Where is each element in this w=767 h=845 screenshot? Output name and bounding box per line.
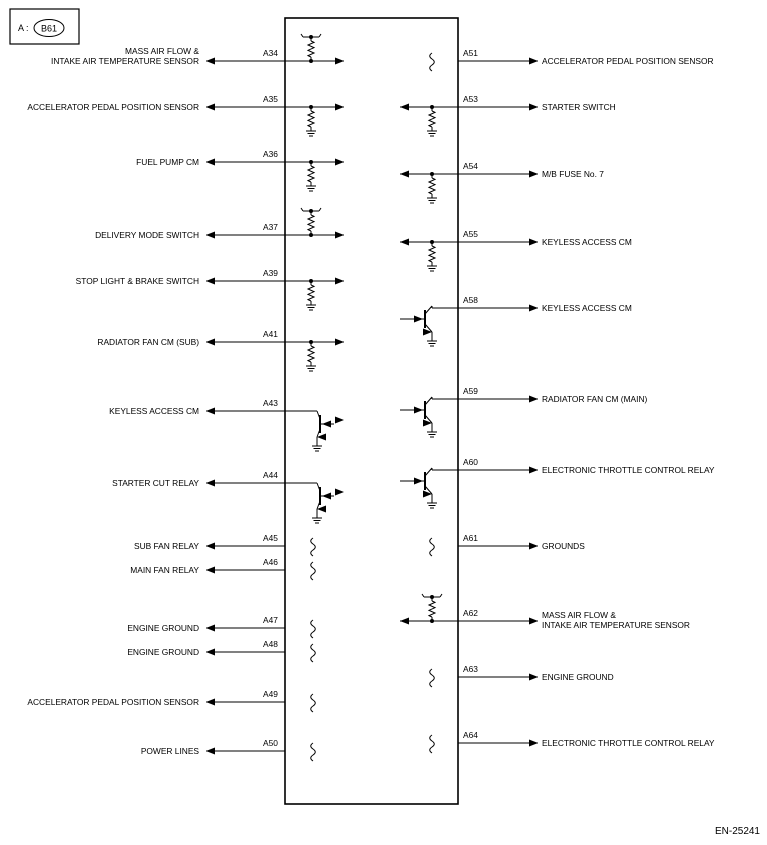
pin-a44-left <box>112 470 344 523</box>
arrow-out <box>529 543 538 550</box>
pin-number: A47 <box>263 615 278 625</box>
break-mark <box>311 743 316 761</box>
transistor-collector <box>425 306 432 314</box>
pin-number: A62 <box>463 608 478 618</box>
break-mark <box>311 562 316 580</box>
right-pins <box>400 48 715 753</box>
base-arrow <box>414 407 423 414</box>
pin-label: ELECTRONIC THROTTLE CONTROL RELAY <box>542 465 715 475</box>
pin-a53-right <box>400 94 616 136</box>
break-mark <box>430 669 435 687</box>
pin-a39-left <box>76 268 344 310</box>
pin-number: A44 <box>263 470 278 480</box>
arrow-out <box>206 159 215 166</box>
arrow-out <box>206 408 215 415</box>
arrow-out <box>206 232 215 239</box>
pin-label: STOP LIGHT & BRAKE SWITCH <box>75 276 199 286</box>
base-arrow <box>414 316 423 323</box>
transistor-collector <box>425 468 432 476</box>
pin-number: A51 <box>463 48 478 58</box>
break-mark <box>311 538 316 556</box>
pin-a60-right <box>400 457 715 508</box>
resistor-symbol <box>429 246 435 262</box>
pin-label: GROUNDS <box>542 541 585 551</box>
pin-label: INTAKE AIR TEMPERATURE SENSOR <box>542 620 690 630</box>
pin-label: KEYLESS ACCESS CM <box>109 406 199 416</box>
pin-label: ENGINE GROUND <box>542 672 614 682</box>
break-mark <box>311 620 316 638</box>
junction-dot <box>309 35 313 39</box>
base-arrow <box>414 478 423 485</box>
pin-a37-left <box>95 208 344 240</box>
emitter-arrow <box>423 420 432 427</box>
pin-label: KEYLESS ACCESS CM <box>542 237 632 247</box>
pin-label: ACCELERATOR PEDAL POSITION SENSOR <box>27 697 199 707</box>
pin-a58-right <box>400 295 632 346</box>
pin-label: ELECTRONIC THROTTLE CONTROL RELAY <box>542 738 715 748</box>
arrow-out <box>206 480 215 487</box>
break-mark <box>311 694 316 712</box>
pin-a61-right <box>430 533 585 556</box>
junction-dot <box>309 209 313 213</box>
arrow-out <box>206 649 215 656</box>
arrow-out <box>206 339 215 346</box>
arrow-in <box>400 239 409 246</box>
pin-a62-right <box>400 594 690 630</box>
emitter-arrow <box>423 491 432 498</box>
pin-number: A50 <box>263 738 278 748</box>
pin-label: MASS AIR FLOW & <box>542 610 616 620</box>
arrow-out <box>529 239 538 246</box>
pin-number: A53 <box>463 94 478 104</box>
left-pins <box>27 34 344 761</box>
arrow-out <box>529 618 538 625</box>
arrow-in <box>335 159 344 166</box>
arrow-out <box>206 104 215 111</box>
pin-number: A43 <box>263 398 278 408</box>
pin-number: A35 <box>263 94 278 104</box>
pin-number: A34 <box>263 48 278 58</box>
pin-number: A49 <box>263 689 278 699</box>
pin-number: A48 <box>263 639 278 649</box>
arrow-out <box>206 625 215 632</box>
pin-label: M/B FUSE No. 7 <box>542 169 604 179</box>
pin-label: ACCELERATOR PEDAL POSITION SENSOR <box>542 56 714 66</box>
resistor-symbol <box>429 178 435 194</box>
resistor-symbol <box>308 285 314 301</box>
footer-code: EN-25241 <box>714 826 760 837</box>
pin-label: RADIATOR FAN CM (SUB) <box>97 337 199 347</box>
pin-a55-right <box>400 229 632 271</box>
pin-a34-left <box>51 34 344 66</box>
arrow-in <box>335 58 344 65</box>
resistor-symbol <box>308 215 314 231</box>
resistor-symbol <box>429 111 435 127</box>
pin-a45-left <box>134 533 315 556</box>
pin-label: ACCELERATOR PEDAL POSITION SENSOR <box>27 102 199 112</box>
base-input <box>335 489 344 496</box>
pin-a36-left <box>136 149 344 191</box>
pin-label: INTAKE AIR TEMPERATURE SENSOR <box>51 56 199 66</box>
arrow-out <box>529 171 538 178</box>
pin-label: POWER LINES <box>140 746 199 756</box>
resistor-symbol <box>429 601 435 617</box>
pin-a41-left <box>97 329 344 371</box>
pin-a48-left <box>127 639 315 662</box>
arrow-out <box>529 740 538 747</box>
arrow-out <box>529 674 538 681</box>
arrow-in <box>400 618 409 625</box>
pin-number: A54 <box>463 161 478 171</box>
pin-label: KEYLESS ACCESS CM <box>542 303 632 313</box>
pin-number: A59 <box>463 386 478 396</box>
pin-a49-left <box>27 689 315 712</box>
break-mark <box>311 644 316 662</box>
pin-label: STARTER SWITCH <box>542 102 616 112</box>
arrow-out <box>529 305 538 312</box>
pin-a54-right <box>400 161 604 203</box>
pin-a64-right <box>430 730 715 753</box>
frame-layer <box>10 9 760 837</box>
pin-a35-left <box>27 94 344 136</box>
pin-number: A64 <box>463 730 478 740</box>
arrow-out <box>206 567 215 574</box>
arrow-in <box>335 278 344 285</box>
connector-code: B61 <box>40 23 58 34</box>
pin-number: A61 <box>463 533 478 543</box>
arrow-out <box>529 104 538 111</box>
pin-label: FUEL PUMP CM <box>136 157 199 167</box>
arrow-out <box>529 58 538 65</box>
break-mark <box>430 538 435 556</box>
pin-number: A36 <box>263 149 278 159</box>
pin-a46-left <box>130 557 315 580</box>
arrow-out <box>206 699 215 706</box>
arrow-in <box>335 104 344 111</box>
arrow-in <box>400 104 409 111</box>
junction-dot <box>430 595 434 599</box>
arrow-in <box>335 339 344 346</box>
arrow-out <box>529 396 538 403</box>
resistor-symbol <box>308 166 314 182</box>
pin-a43-left <box>109 398 344 451</box>
pin-number: A45 <box>263 533 278 543</box>
pin-label: ENGINE GROUND <box>127 623 199 633</box>
base-input <box>335 417 344 424</box>
arrow-out <box>206 543 215 550</box>
pin-number: A58 <box>463 295 478 305</box>
resistor-symbol <box>308 346 314 362</box>
arrow-out <box>206 748 215 755</box>
pin-number: A41 <box>263 329 278 339</box>
pin-number: A63 <box>463 664 478 674</box>
pin-number: A55 <box>463 229 478 239</box>
pin-number: A46 <box>263 557 278 567</box>
arrow-out <box>206 58 215 65</box>
arrow-in <box>400 171 409 178</box>
pin-label: MAIN FAN RELAY <box>130 565 199 575</box>
pin-a50-left <box>141 738 315 761</box>
resistor-symbol <box>308 41 314 57</box>
header-prefix: A : <box>18 23 29 33</box>
arrow-in <box>335 232 344 239</box>
arrow-out <box>529 467 538 474</box>
pin-a47-left <box>127 615 315 638</box>
resistor-symbol <box>308 111 314 127</box>
transistor-collector <box>425 397 432 405</box>
pin-label: STARTER CUT RELAY <box>112 478 199 488</box>
pin-label: ENGINE GROUND <box>127 647 199 657</box>
base-arrow <box>322 421 331 428</box>
emitter-arrow <box>423 329 432 336</box>
pin-label: SUB FAN RELAY <box>133 541 199 551</box>
arrow-out <box>206 278 215 285</box>
pin-number: A60 <box>463 457 478 467</box>
pin-number: A39 <box>263 268 278 278</box>
pin-a59-right <box>400 386 648 437</box>
pin-label: RADIATOR FAN CM (MAIN) <box>542 394 648 404</box>
pin-label: DELIVERY MODE SWITCH <box>95 230 199 240</box>
pin-a51-right <box>430 48 714 71</box>
pin-number: A37 <box>263 222 278 232</box>
break-mark <box>430 735 435 753</box>
pin-label: MASS AIR FLOW & <box>125 46 199 56</box>
break-mark <box>430 53 435 71</box>
base-arrow <box>322 493 331 500</box>
